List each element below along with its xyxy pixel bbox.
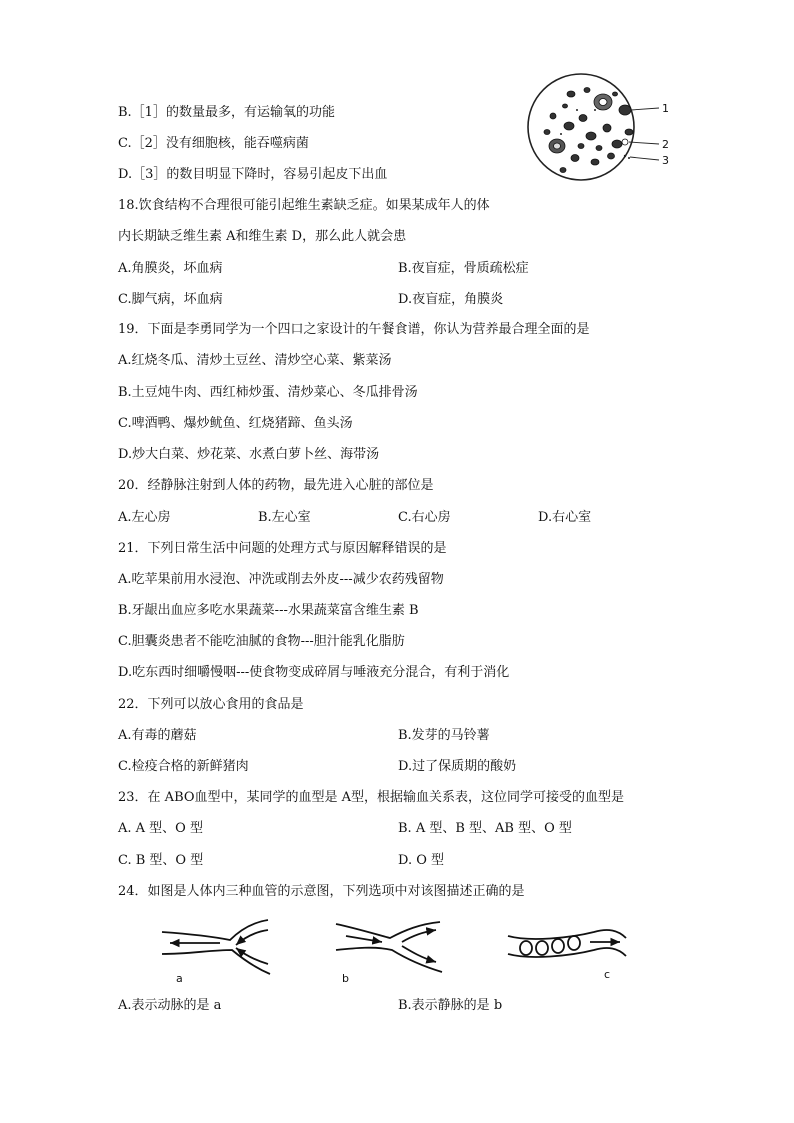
q21-stem: 21．下列日常生活中问题的处理方式与原因解释错误的是 (118, 541, 447, 556)
fig-label-1: 1 (662, 102, 669, 115)
q23-stem: 23．在 ABO血型中，某同学的血型是 A型，根据输血关系表，这位同学可接受的血型是 (118, 790, 625, 805)
q17-option-d: D.［3］的数目明显下降时，容易引起皮下出血 (118, 167, 388, 182)
vessel-label-c: c (604, 968, 611, 981)
blood-smear-figure (525, 66, 685, 190)
q20-option-b: B.左心室 (258, 510, 311, 525)
q22-option-d: D.过了保质期的酸奶 (398, 759, 517, 774)
q23-option-b: B. A 型、B 型、AB 型、O 型 (398, 821, 572, 836)
q24-option-b: B.表示静脉的是 b (398, 998, 503, 1013)
q19-option-b: B.土豆炖牛肉、西红柿炒蛋、清炒菜心、冬瓜排骨汤 (118, 385, 418, 400)
q17-option-c: C.［2］没有细胞核，能吞噬病菌 (118, 136, 309, 151)
q18-option-a: A.角膜炎，坏血病 (118, 261, 223, 276)
q19-stem: 19．下面是李勇同学为一个四口之家设计的午餐食谱，你认为营养最合理全面的是 (118, 322, 590, 337)
vessel-label-b: b (342, 972, 349, 985)
vessel-b-diagram (336, 922, 442, 972)
q20-option-c: C.右心房 (398, 510, 451, 525)
blood-vessel-figure (150, 912, 650, 992)
q18-stem-line1: 18.饮食结构不合理很可能引起维生素缺乏症。如果某成年人的体 (118, 198, 490, 213)
q18-option-c: C.脚气病，坏血病 (118, 292, 223, 307)
q21-option-a: A.吃苹果前用水浸泡、冲洗或削去外皮---减少农药残留物 (118, 572, 444, 587)
vessel-c-diagram (508, 930, 626, 957)
q24-option-a: A.表示动脉的是 a (118, 998, 222, 1013)
q23-option-c: C. B 型、O 型 (118, 853, 204, 868)
q18-option-b: B.夜盲症，骨质疏松症 (398, 261, 529, 276)
q21-option-b: B.牙龈出血应多吃水果蔬菜---水果蔬菜富含维生素 B (118, 603, 419, 618)
q24-stem: 24．如图是人体内三种血管的示意图，下列选项中对该图描述正确的是 (118, 884, 525, 899)
q22-option-b: B.发芽的马铃薯 (398, 728, 490, 743)
q23-option-a: A. A 型、O 型 (118, 821, 203, 836)
q22-stem: 22．下列可以放心食用的食品是 (118, 697, 304, 712)
vessel-a-diagram (162, 920, 270, 974)
q21-option-d: D.吃东西时细嚼慢咽---使食物变成碎屑与唾液充分混合，有利于消化 (118, 665, 510, 680)
q21-option-c: C.胆囊炎患者不能吃油腻的食物---胆汁能乳化脂肪 (118, 634, 405, 649)
q18-option-d: D.夜盲症，角膜炎 (398, 292, 504, 307)
q22-option-c: C.检疫合格的新鲜猪肉 (118, 759, 249, 774)
q19-option-c: C.啤酒鸭、爆炒鱿鱼、红烧猪蹄、鱼头汤 (118, 416, 353, 431)
vessel-label-a: a (176, 972, 183, 985)
q22-option-a: A.有毒的蘑菇 (118, 728, 197, 743)
q20-stem: 20．经静脉注射到人体的药物，最先进入心脏的部位是 (118, 478, 434, 493)
q18-stem-line2: 内长期缺乏维生素 A和维生素 D，那么此人就会患 (118, 229, 407, 244)
q17-option-b: B.［1］的数量最多，有运输氧的功能 (118, 105, 335, 120)
fig-label-3: 3 (662, 154, 669, 167)
q20-option-a: A.左心房 (118, 510, 171, 525)
q20-option-d: D.右心室 (538, 510, 592, 525)
q19-option-a: A.红烧冬瓜、清炒土豆丝、清炒空心菜、紫菜汤 (118, 353, 392, 368)
q23-option-d: D. O 型 (398, 853, 445, 868)
q19-option-d: D.炒大白菜、炒花菜、水煮白萝卜丝、海带汤 (118, 447, 380, 462)
fig-label-2: 2 (662, 138, 669, 151)
